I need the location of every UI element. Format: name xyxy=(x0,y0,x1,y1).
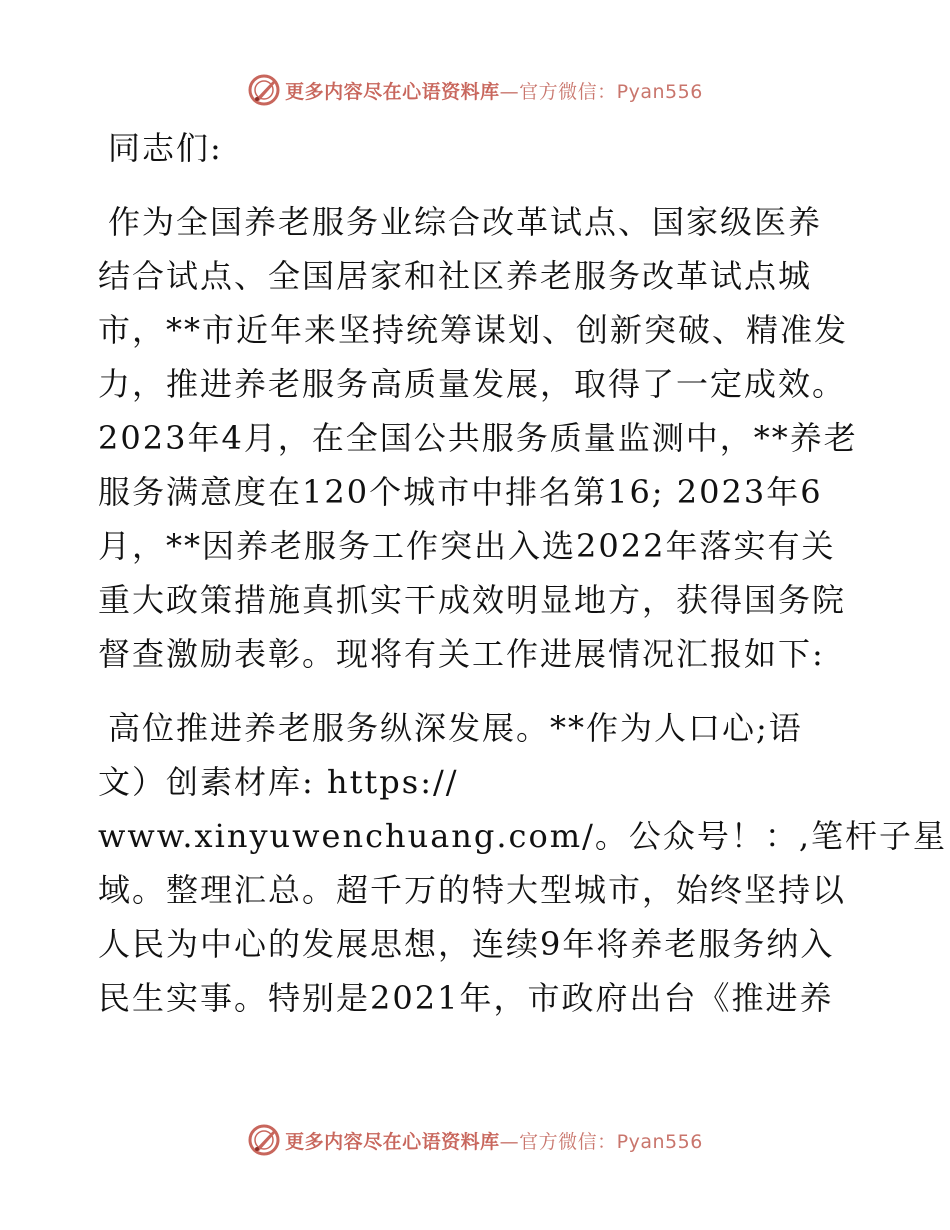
paragraph-line: 民生实事。特别是2021年，市政府出台《推进养 xyxy=(98,979,834,1017)
quill-pen-seal-icon xyxy=(247,73,281,107)
paragraph-line: 月，**因养老服务工作突出入选2022年落实有关 xyxy=(98,527,836,565)
paragraph-gap xyxy=(98,681,858,701)
watermark-lead: 更多内容尽在心语资料库 xyxy=(285,1130,500,1153)
paragraph-2 xyxy=(98,701,948,1025)
salutation: 同志们: xyxy=(108,129,223,167)
watermark-tail: —官方微信：Pyan556 xyxy=(499,80,703,103)
paragraph-line: 2023年4月，在全国公共服务质量监测中，**养老 xyxy=(98,419,858,457)
watermark-text xyxy=(285,77,703,104)
watermark-lead: 更多内容尽在心语资料库 xyxy=(285,80,500,103)
paragraph-line: 域。整理汇总。超千万的特大型城市，始终坚持以 xyxy=(98,871,847,909)
watermark-banner-top xyxy=(0,70,950,110)
paragraph-line: 服务满意度在120个城市中排名第16; 2023年6 xyxy=(98,473,823,511)
paragraph-line: 高位推进养老服务纵深发展。**作为人口心;语 xyxy=(108,709,803,747)
watermark-tail: —官方微信：Pyan556 xyxy=(499,1130,703,1153)
paragraph-gap xyxy=(98,175,858,195)
paragraph-line: 督查激励表彰。现将有关工作进展情况汇报如下: xyxy=(98,635,825,673)
paragraph-line: 市，**市近年来坚持统筹谋划、创新突破、精准发 xyxy=(98,311,849,349)
paragraph-line: 结合试点、全国居家和社区养老服务改革试点城 xyxy=(98,257,813,295)
document-body xyxy=(98,121,948,1025)
paragraph-1 xyxy=(98,195,858,681)
paragraph-line: 作为全国养老服务业综合改革试点、国家级医养 xyxy=(108,203,823,241)
paragraph-line: www.xinyuwenchuang.com/。公众号！：,笔杆子星 xyxy=(98,817,948,855)
paragraph-line: 人民为中心的发展思想，连续9年将养老服务纳入 xyxy=(98,925,835,963)
paragraph-line: 文）创素材库: https:// xyxy=(98,763,459,801)
watermark-banner-bottom xyxy=(0,1120,950,1160)
paragraph-line: 重大政策措施真抓实干成效明显地方，获得国务院 xyxy=(98,581,847,619)
watermark-text xyxy=(285,1127,703,1154)
paragraph-line: 力，推进养老服务高质量发展，取得了一定成效。 xyxy=(98,365,847,403)
quill-pen-seal-icon xyxy=(247,1123,281,1157)
